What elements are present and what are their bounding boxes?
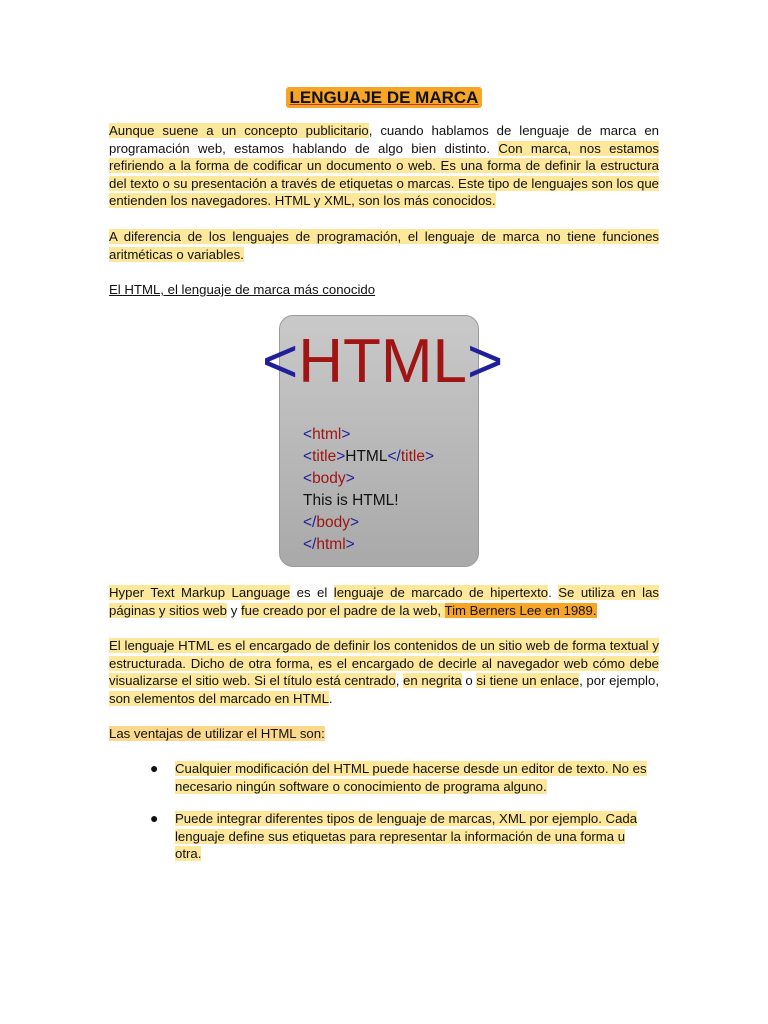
def-g: fue creado por el padre de la web,	[240, 602, 445, 618]
intro-highlight-a: Aunque suene a un concepto publicitario	[109, 123, 369, 138]
code-name: html	[312, 426, 342, 443]
code-line	[303, 468, 483, 490]
role-h: .	[328, 690, 333, 706]
def-b: es el	[290, 585, 334, 600]
code-end-close: >	[424, 448, 434, 465]
brand-close-bracket: >	[467, 327, 504, 396]
code-open: </	[303, 536, 317, 553]
code-name: html	[316, 536, 346, 553]
bullet-icon: ●	[150, 760, 159, 776]
paragraph-advantages-heading	[109, 725, 659, 743]
list-item	[150, 760, 650, 800]
code-open: </	[303, 514, 317, 531]
code-text: This is HTML!	[303, 492, 399, 509]
paragraph-role	[109, 637, 659, 707]
role-a: El lenguaje HTML es el encargado de definir los contenidos de un sitio web de forma textual y estructurada. Dicho de otra forma, es el encargado de decirle al navegador web cómo debe visualizarse el sitio web. Si el título está centrado	[109, 638, 659, 689]
html-brand-logo	[262, 322, 507, 402]
paragraph-difference	[109, 228, 659, 263]
section-heading-text: El HTML, el lenguaje de marca más conocido	[109, 282, 376, 297]
role-g: son elementos del marcado en HTML	[109, 690, 329, 706]
html-code-sample	[303, 424, 483, 556]
role-c: en negrita	[403, 673, 462, 689]
list-item-text	[175, 810, 650, 863]
document-title	[0, 88, 768, 108]
def-f: y	[227, 602, 241, 618]
code-open: <	[303, 470, 313, 487]
bullet-icon: ●	[150, 810, 159, 826]
code-line	[303, 490, 483, 512]
code-open: <	[303, 448, 313, 465]
brand-html-text: HTML	[298, 327, 467, 396]
code-close: >	[345, 536, 355, 553]
code-line	[303, 512, 483, 534]
list-item-text-1: Puede integrar diferentes tipos de lenguaje de marcas, XML por ejemplo. Cada lenguaje define sus etiquetas para representar la información de una forma u otra.	[175, 811, 638, 862]
def-a: Hyper Text Markup Language	[109, 585, 291, 600]
def-e: Se utiliza en las páginas y sitios web	[109, 585, 660, 618]
code-line	[303, 534, 483, 556]
list-item-text	[175, 760, 650, 795]
advantages-heading-text: Las ventajas de utilizar el HTML son:	[109, 726, 325, 741]
code-open: <	[303, 426, 313, 443]
difference-text: A diferencia de los lenguajes de programación, el lenguaje de marca no tiene funciones aritméticas o variables.	[109, 229, 659, 262]
role-f: , por ejemplo,	[579, 673, 659, 689]
code-line	[303, 424, 483, 446]
intro-plain: , cuando hablamos de lenguaje de marca en programación web, estamos hablando de algo bien distinto.	[109, 123, 659, 156]
code-end-open: </	[387, 448, 401, 465]
code-name: body	[312, 470, 346, 487]
code-close: >	[336, 448, 346, 465]
code-name: body	[316, 514, 350, 531]
code-close: >	[345, 470, 355, 487]
code-name: title	[312, 448, 337, 465]
def-h: Tim Berners Lee en 1989.	[444, 602, 597, 618]
paragraph-intro	[109, 122, 659, 210]
paragraph-definition	[109, 584, 659, 619]
document-title-text: LENGUAJE DE MARCA	[286, 87, 483, 108]
brand-open-bracket: <	[262, 327, 299, 396]
def-d: .	[548, 585, 559, 600]
code-line	[303, 446, 483, 468]
code-close: >	[341, 426, 351, 443]
role-b: ,	[395, 673, 404, 689]
role-e: si tiene un enlace	[476, 673, 580, 689]
role-d: o	[461, 673, 477, 689]
code-text: HTML	[345, 448, 388, 465]
code-end-name: title	[400, 448, 425, 465]
list-item-text-0: Cualquier modificación del HTML puede hacerse desde un editor de texto. No es necesario ningún software o conocimiento de programa alguno.	[175, 761, 647, 794]
intro-highlight-b: Con marca, nos estamos refiriendo a la forma de codificar un documento o web. Es una forma de definir la estructura del texto o su presentación a través de etiquetas o marcas. Este tipo de lenguajes son los que entienden los navegadores. HTML y XML, son los más conocidos.	[109, 140, 659, 209]
def-c: lenguaje de marcado de hipertexto	[333, 585, 549, 600]
list-item	[150, 810, 650, 866]
code-close: >	[349, 514, 360, 531]
section-heading	[109, 281, 659, 299]
